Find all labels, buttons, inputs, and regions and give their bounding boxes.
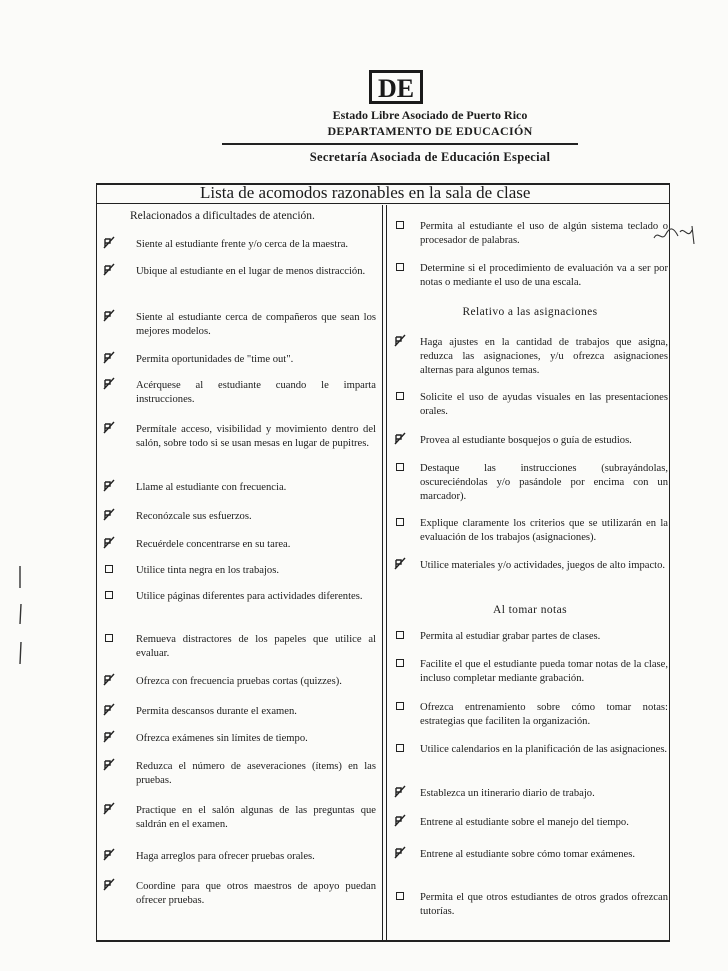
empty-checkbox[interactable] bbox=[105, 591, 113, 599]
accommodation-text: Haga ajustes en la cantidad de trabajos que asigna, reduzca las asignaciones, y/u ofrezca asignaciones alternas para algunos temas. bbox=[420, 337, 668, 376]
header-divider bbox=[222, 143, 578, 145]
accommodation-text: Siente al estudiante cerca de compañeros que sean los mejores modelos. bbox=[136, 312, 376, 337]
right-section-notes-title: Al tomar notas bbox=[493, 604, 567, 616]
accommodation-item bbox=[136, 481, 376, 495]
list-title: Lista de acomodos razonables en la sala de clase bbox=[200, 183, 531, 202]
handwritten-check-icon bbox=[102, 673, 116, 687]
right-section-assignments-title: Relativo a las asignaciones bbox=[462, 306, 598, 318]
accommodation-item bbox=[420, 434, 668, 448]
accommodation-item bbox=[420, 630, 668, 644]
handwritten-check-icon bbox=[393, 814, 407, 828]
handwritten-check-icon bbox=[102, 758, 116, 772]
column-divider-b bbox=[386, 205, 387, 941]
accommodation-item bbox=[136, 760, 376, 788]
accommodation-item bbox=[420, 462, 668, 504]
accommodation-item bbox=[136, 510, 376, 524]
table-right-border bbox=[669, 183, 670, 941]
accommodation-text: Destaque las instrucciones (subrayándolas, oscureciéndolas y/o pasándole por encima con un marcador). bbox=[420, 463, 668, 502]
accommodation-text: Permita oportunidades de "time out". bbox=[136, 354, 294, 365]
accommodation-text: Explique claramente los criterios que se utilizarán en la evaluación de los trabajos (asignaciones). bbox=[420, 518, 668, 543]
accommodation-item bbox=[136, 238, 376, 252]
accommodation-item bbox=[136, 804, 376, 832]
accommodation-item bbox=[420, 336, 668, 378]
handwritten-check-icon bbox=[102, 479, 116, 493]
column-divider-a bbox=[382, 205, 383, 941]
accommodation-item bbox=[420, 787, 668, 801]
accommodation-item bbox=[136, 880, 376, 908]
accommodation-item bbox=[420, 701, 668, 729]
empty-checkbox[interactable] bbox=[396, 631, 404, 639]
handwritten-check-icon bbox=[393, 334, 407, 348]
accommodation-item bbox=[136, 353, 376, 367]
accommodation-text: Recuérdele concentrarse en su tarea. bbox=[136, 539, 291, 550]
accommodation-text: Practique en el salón algunas de las preguntas que saldrán en el examen. bbox=[136, 805, 376, 830]
accommodation-item bbox=[136, 850, 376, 864]
accommodation-text: Provea al estudiante bosquejos o guía de estudios. bbox=[420, 435, 632, 446]
accommodation-item bbox=[420, 220, 668, 248]
header-line-commonwealth: Estado Libre Asociado de Puerto Rico bbox=[332, 108, 528, 122]
handwritten-check-icon bbox=[102, 263, 116, 277]
accommodation-item bbox=[420, 517, 668, 545]
accommodation-item bbox=[136, 564, 376, 578]
handwritten-check-icon bbox=[102, 730, 116, 744]
accommodation-item bbox=[136, 732, 376, 746]
title-underline bbox=[96, 203, 670, 204]
accommodation-text: Haga arreglos para ofrecer pruebas orales. bbox=[136, 851, 315, 862]
handwritten-check-icon bbox=[102, 703, 116, 717]
handwritten-scribble bbox=[652, 222, 698, 246]
accommodation-text: Reconózcale sus esfuerzos. bbox=[136, 511, 252, 522]
accommodation-item bbox=[136, 265, 376, 279]
accommodation-text: Permita descansos durante el examen. bbox=[136, 706, 297, 717]
accommodation-item bbox=[136, 379, 376, 407]
accommodation-item bbox=[420, 891, 668, 919]
accommodation-text: Ofrezca exámenes sin límites de tiempo. bbox=[136, 733, 308, 744]
empty-checkbox[interactable] bbox=[396, 518, 404, 526]
empty-checkbox[interactable] bbox=[396, 744, 404, 752]
handwritten-check-icon bbox=[102, 309, 116, 323]
department-logo bbox=[369, 70, 423, 104]
empty-checkbox[interactable] bbox=[396, 392, 404, 400]
accommodation-item bbox=[136, 705, 376, 719]
accommodation-item bbox=[420, 743, 668, 757]
accommodation-text: Siente al estudiante frente y/o cerca de la maestra. bbox=[136, 239, 349, 250]
accommodation-text: Solicite el uso de ayudas visuales en las presentaciones orales. bbox=[420, 392, 668, 417]
accommodation-text: Acérquese al estudiante cuando le imparta instrucciones. bbox=[136, 380, 376, 405]
empty-checkbox[interactable] bbox=[105, 565, 113, 573]
accommodation-item bbox=[420, 262, 668, 290]
accommodation-item bbox=[136, 633, 376, 661]
handwritten-check-icon bbox=[102, 878, 116, 892]
accommodation-item bbox=[136, 590, 376, 604]
accommodation-text: Utilice páginas diferentes para actividades diferentes. bbox=[136, 591, 363, 602]
accommodation-item bbox=[136, 675, 376, 689]
empty-checkbox[interactable] bbox=[396, 463, 404, 471]
handwritten-check-icon bbox=[102, 377, 116, 391]
accommodation-text: Reduzca el número de aseveraciones (ítems) en las pruebas. bbox=[136, 761, 376, 786]
empty-checkbox[interactable] bbox=[105, 634, 113, 642]
accommodation-text: Ofrezca con frecuencia pruebas cortas (quizzes). bbox=[136, 676, 342, 687]
margin-marks bbox=[14, 560, 28, 690]
accommodation-text: Utilice calendarios en la planificación de las asignaciones. bbox=[420, 744, 668, 755]
accommodation-text: Facilite el que el estudiante pueda tomar notas de la clase, incluso completar mediante grabación. bbox=[420, 659, 668, 684]
table-bottom-border bbox=[96, 940, 670, 942]
accommodation-item bbox=[420, 391, 668, 419]
accommodation-text: Utilice materiales y/o actividades, juegos de alto impacto. bbox=[420, 560, 666, 571]
accommodation-text: Permita al estudiar grabar partes de clases. bbox=[420, 631, 601, 642]
accommodation-text: Permita al estudiante el uso de algún sistema teclado o procesador de palabras. bbox=[420, 221, 668, 246]
accommodation-text: Utilice tinta negra en los trabajos. bbox=[136, 565, 279, 576]
handwritten-check-icon bbox=[102, 508, 116, 522]
handwritten-check-icon bbox=[393, 557, 407, 571]
handwritten-check-icon bbox=[102, 802, 116, 816]
accommodation-item bbox=[420, 559, 668, 573]
accommodation-text: Ubique al estudiante en el lugar de menos distracción. bbox=[136, 266, 366, 277]
left-section-title: Relacionados a dificultades de atención. bbox=[130, 210, 315, 222]
empty-checkbox[interactable] bbox=[396, 263, 404, 271]
accommodation-item bbox=[136, 423, 376, 451]
header-line-secretariat: Secretaría Asociada de Educación Especial bbox=[309, 150, 551, 164]
accommodation-item bbox=[420, 848, 668, 862]
empty-checkbox[interactable] bbox=[396, 221, 404, 229]
handwritten-check-icon bbox=[393, 846, 407, 860]
accommodation-text: Permita el que otros estudiantes de otros grados ofrezcan tutorías. bbox=[420, 892, 668, 917]
table-left-border bbox=[96, 183, 97, 941]
empty-checkbox[interactable] bbox=[396, 659, 404, 667]
logo-letters: DE bbox=[377, 74, 415, 103]
accommodation-item bbox=[136, 538, 376, 552]
empty-checkbox[interactable] bbox=[396, 892, 404, 900]
accommodation-text: Llame al estudiante con frecuencia. bbox=[136, 482, 287, 493]
empty-checkbox[interactable] bbox=[396, 702, 404, 710]
handwritten-check-icon bbox=[393, 785, 407, 799]
accommodation-item bbox=[420, 816, 668, 830]
accommodation-text: Remueva distractores de los papeles que utilice al evaluar. bbox=[136, 634, 376, 659]
header-line-department: DEPARTAMENTO DE EDUCACIÓN bbox=[327, 124, 533, 138]
handwritten-check-icon bbox=[102, 236, 116, 250]
handwritten-check-icon bbox=[102, 421, 116, 435]
accommodation-text: Entrene al estudiante sobre cómo tomar exámenes. bbox=[420, 849, 636, 860]
handwritten-check-icon bbox=[102, 848, 116, 862]
handwritten-check-icon bbox=[102, 351, 116, 365]
accommodation-item bbox=[136, 311, 376, 339]
accommodation-text: Determine si el procedimiento de evaluación va a ser por notas o mediante el uso de una escala. bbox=[420, 263, 668, 288]
accommodation-text: Permítale acceso, visibilidad y movimiento dentro del salón, sobre todo si se usan mesas en lugar de pupitres. bbox=[136, 424, 376, 449]
accommodation-item bbox=[420, 658, 668, 686]
handwritten-check-icon bbox=[393, 432, 407, 446]
accommodation-text: Coordine para que otros maestros de apoyo puedan ofrecer pruebas. bbox=[136, 881, 376, 906]
handwritten-check-icon bbox=[102, 536, 116, 550]
accommodation-text: Entrene al estudiante sobre el manejo del tiempo. bbox=[420, 817, 629, 828]
accommodation-text: Establezca un itinerario diario de trabajo. bbox=[420, 788, 595, 799]
accommodation-text: Ofrezca entrenamiento sobre cómo tomar notas: estrategias que faciliten la organización. bbox=[420, 702, 668, 727]
